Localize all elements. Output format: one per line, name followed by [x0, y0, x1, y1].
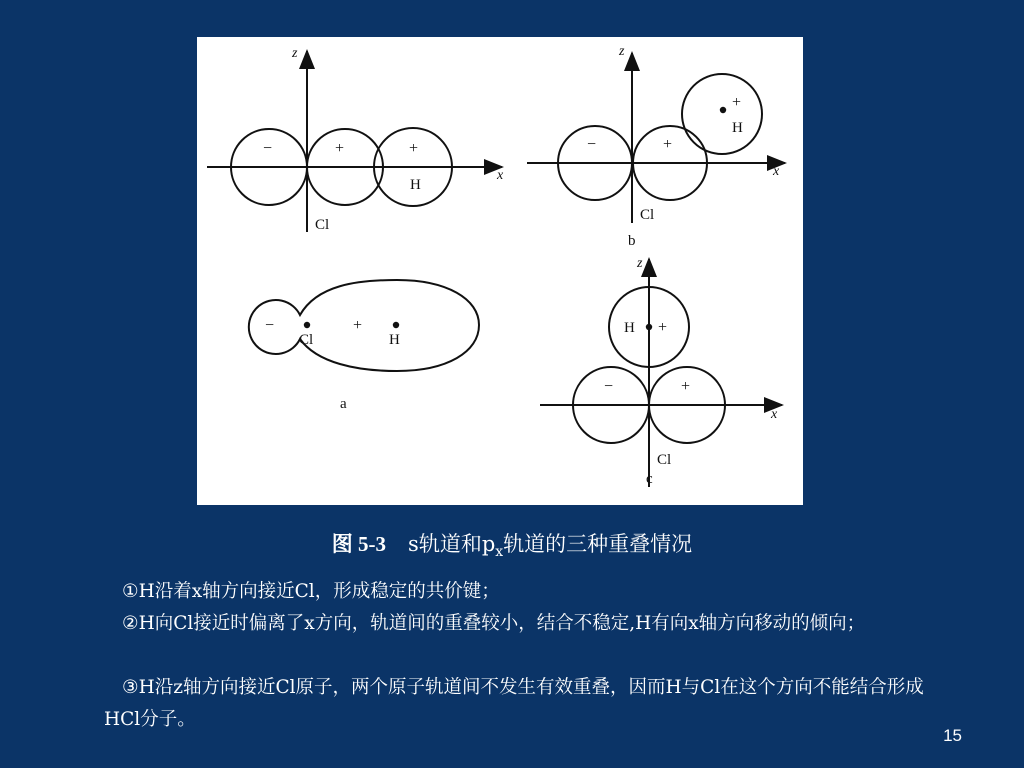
h-label: H	[389, 332, 400, 348]
x-axis-label: x	[497, 168, 504, 183]
diagram-a-merged-orbital	[249, 280, 479, 371]
cl-label: Cl	[299, 332, 314, 348]
cl-label: Cl	[315, 217, 330, 233]
z-axis-label: z	[292, 46, 298, 61]
cl-label: Cl	[640, 207, 655, 223]
figure-caption	[0, 528, 1024, 560]
merged-molecular-orbital	[249, 280, 479, 371]
h-label: H	[732, 120, 743, 136]
page-number: 15	[943, 726, 962, 745]
cl-nucleus-dot	[304, 322, 310, 328]
sign-positive: +	[335, 140, 345, 157]
sign-positive: +	[681, 378, 691, 395]
diagram-x-axis-approach	[207, 51, 502, 232]
sign-positive: +	[663, 136, 673, 153]
cl-label: Cl	[657, 452, 672, 468]
note-line-1: ①H沿着x轴方向接近Cl，形成稳定的共价键；	[122, 581, 500, 602]
sign-negative: −	[265, 317, 275, 334]
caption-text-a: s轨道和p	[408, 532, 496, 556]
h-nucleus-dot	[393, 322, 399, 328]
h-nucleus-dot	[646, 324, 652, 330]
h-sign-positive: +	[732, 94, 742, 111]
subfigure-label-a: a	[340, 396, 347, 412]
h-sign-positive: +	[658, 319, 668, 336]
sign-negative: −	[263, 140, 273, 157]
subfigure-label-b: b	[628, 233, 636, 249]
z-axis-label: z	[619, 44, 625, 59]
h-label: H	[410, 177, 421, 193]
h-sign-positive: +	[409, 140, 419, 157]
note-line-2: ②H向Cl接近时偏离了x方向，轨道间的重叠较小，结合不稳定,H有向x轴方向移动的倾向；	[122, 613, 866, 634]
h-label: H	[624, 320, 635, 336]
note-line-3: ③H沿z轴方向接近Cl原子，两个原子轨道间不发生有效重叠，因而H与Cl在这个方向不能结合形成HCl分子。	[104, 677, 924, 730]
sign-negative: −	[587, 136, 597, 153]
h-s-orbital	[682, 74, 762, 154]
figure-number: 图 5-3	[331, 532, 387, 556]
caption-text-b: 轨道的三种重叠情况	[503, 532, 693, 556]
sign-negative: −	[604, 378, 614, 395]
orbital-overlap-figure	[197, 37, 803, 505]
x-axis-label: x	[771, 407, 778, 422]
caption-subscript: x	[495, 544, 504, 561]
x-axis-label: x	[773, 164, 780, 179]
h-nucleus-dot	[720, 107, 726, 113]
sign-positive: +	[353, 317, 363, 334]
diagram-b-offset-approach	[527, 53, 785, 223]
z-axis-label: z	[637, 256, 643, 271]
subfigure-label-c: c	[646, 471, 653, 487]
